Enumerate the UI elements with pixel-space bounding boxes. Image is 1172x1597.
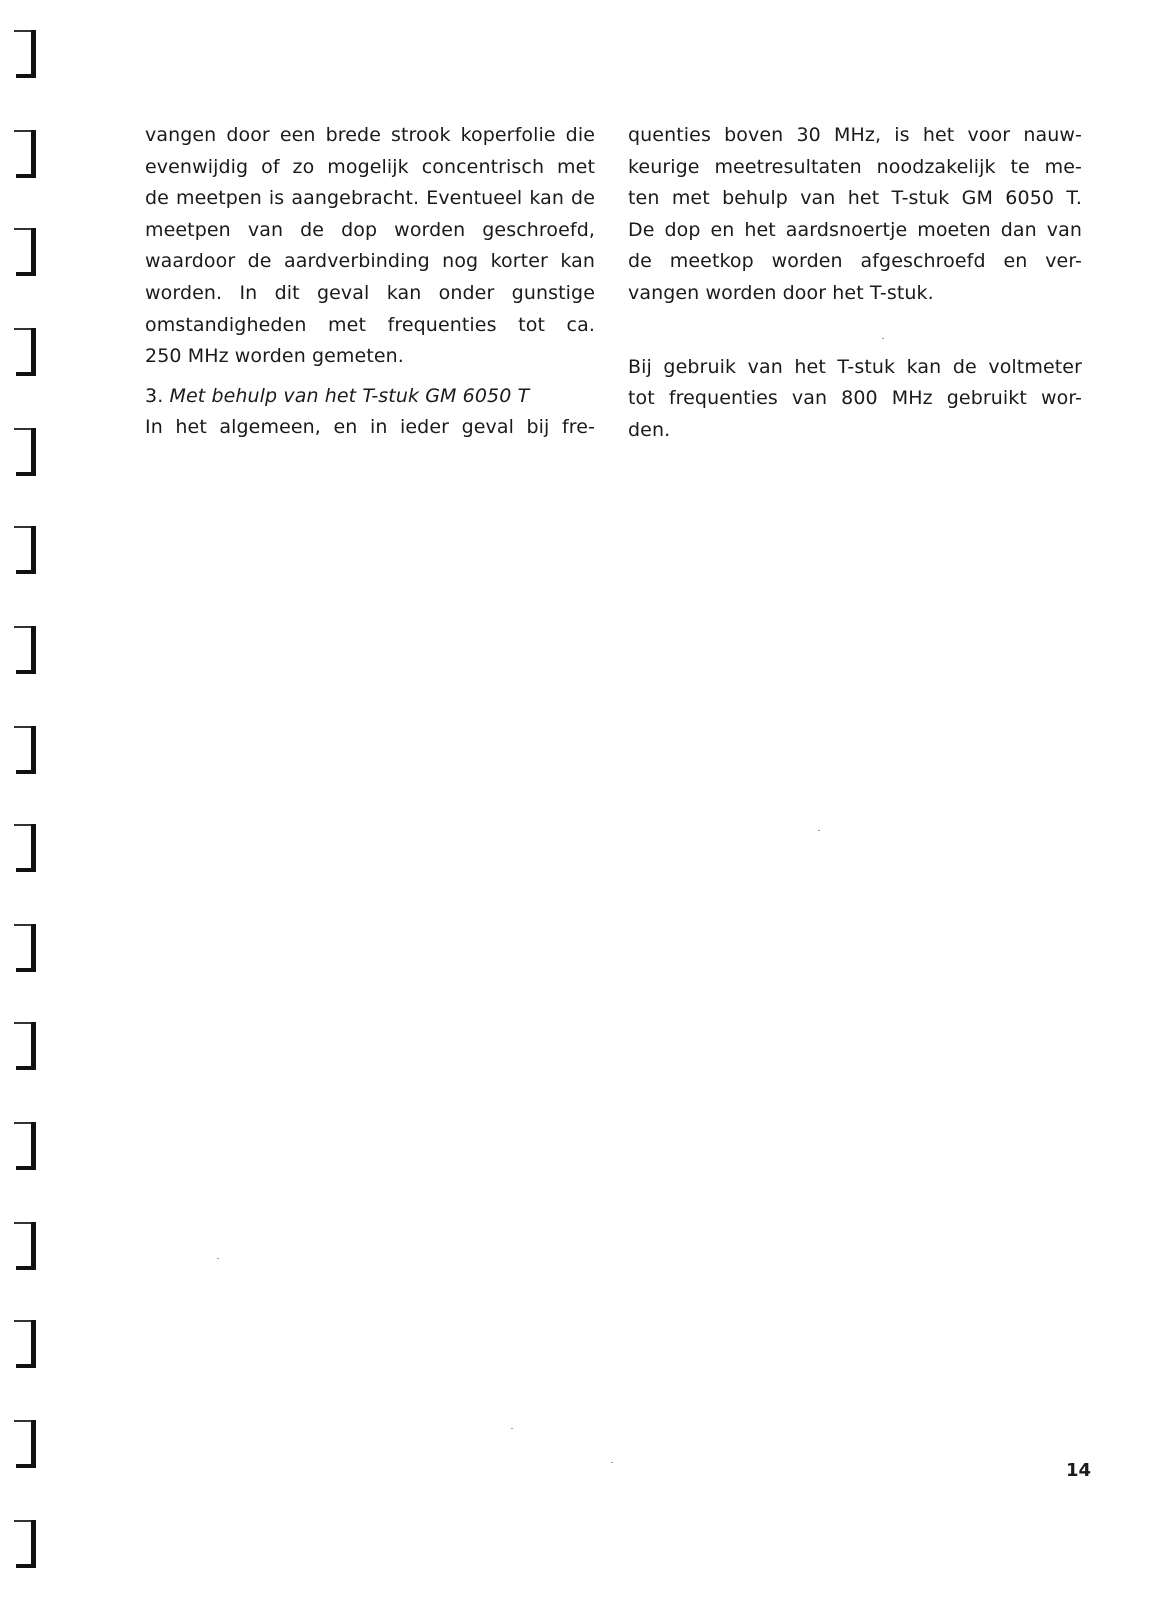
scan-speck: [217, 1258, 219, 1259]
text-line: meetpen van de dop worden geschroefd,: [145, 218, 595, 241]
right-paragraph-1: [628, 120, 1082, 310]
text-line: worden. In dit geval kan onder gunstige: [145, 281, 595, 304]
text-line: waardoor de aardverbinding nog korter kan: [145, 250, 595, 273]
binding-ring-icon: [8, 724, 34, 774]
left-column: [145, 120, 595, 444]
binding-ring-icon: [8, 1120, 34, 1170]
text-line: vangen door een brede strook koperfolie die: [145, 124, 595, 146]
binding-ring-icon: [8, 426, 34, 476]
text-line: quenties boven 30 MHz, is het voor nauw-: [628, 124, 1082, 146]
binding-ring-icon: [8, 28, 34, 78]
section-heading: [145, 381, 595, 413]
binding-ring-icon: [8, 524, 34, 574]
text-line: ten met behulp van het T-stuk GM 6050 T.: [628, 187, 1082, 210]
right-column: [628, 120, 1082, 446]
text-line: keurige meetresultaten noodzakelijk te me-: [628, 155, 1082, 178]
text-line: evenwijdig of zo mogelijk concentrisch met: [145, 155, 595, 178]
right-paragraph-2: [628, 352, 1082, 447]
binding-ring-icon: [8, 624, 34, 674]
left-paragraph-1: [145, 120, 595, 373]
spiral-binding: [0, 0, 40, 1597]
binding-ring-icon: [8, 1020, 34, 1070]
page-number: 14: [1066, 1460, 1092, 1481]
text-line: 250 MHz worden gemeten.: [145, 345, 404, 368]
text-line: de meetkop worden afgeschroefd en ver-: [628, 250, 1082, 273]
binding-ring-icon: [8, 822, 34, 872]
text-line: de meetpen is aangebracht. Eventueel kan de: [145, 187, 595, 210]
text-line: Bij gebruik van het T-stuk kan de voltmeter: [628, 355, 1082, 378]
scan-speck: [611, 1462, 613, 1463]
binding-ring-icon: [8, 1220, 34, 1270]
section-title: Met behulp van het T-stuk GM 6050 T: [169, 384, 530, 407]
left-paragraph-2: [145, 412, 595, 444]
scan-speck: [882, 338, 884, 339]
binding-ring-icon: [8, 1518, 34, 1568]
text-line: In het algemeen, en in ieder geval bij fre-: [145, 416, 595, 439]
binding-ring-icon: [8, 1418, 34, 1468]
binding-ring-icon: [8, 128, 34, 178]
scan-speck: [818, 830, 820, 831]
section-number: 3.: [145, 384, 164, 407]
binding-ring-icon: [8, 1318, 34, 1368]
text-line: De dop en het aardsnoertje moeten dan van: [628, 218, 1082, 241]
binding-ring-icon: [8, 226, 34, 276]
scan-speck: [511, 1428, 513, 1429]
text-line: den.: [628, 418, 671, 441]
text-line: omstandigheden met frequenties tot ca.: [145, 313, 595, 336]
text-line: tot frequenties van 800 MHz gebruikt wor-: [628, 387, 1082, 410]
text-line: vangen worden door het T-stuk.: [628, 281, 934, 304]
binding-ring-icon: [8, 326, 34, 376]
binding-ring-icon: [8, 922, 34, 972]
